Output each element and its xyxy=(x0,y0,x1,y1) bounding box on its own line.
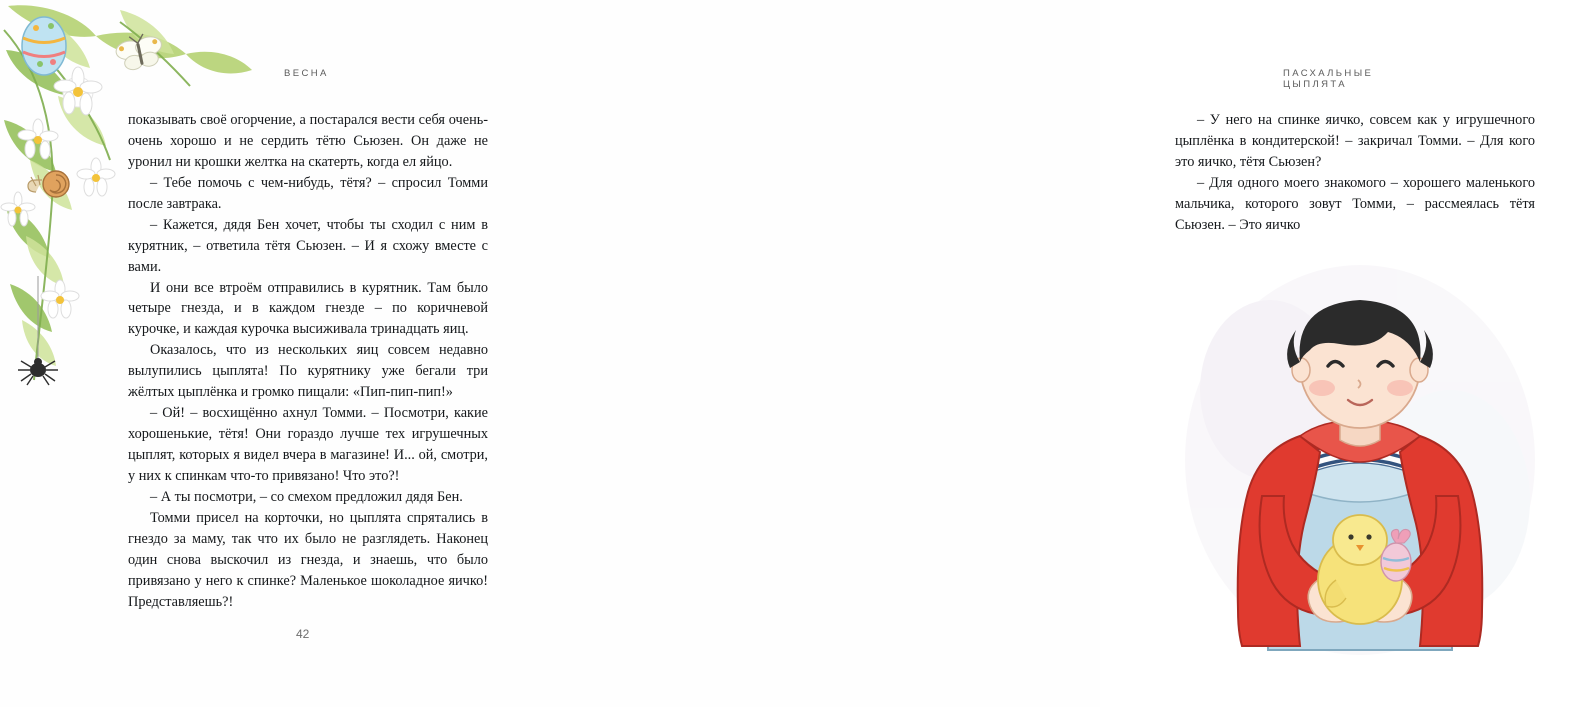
running-head-right: ПАСХАЛЬНЫЕ ЦЫПЛЯТА xyxy=(1283,68,1374,90)
boy-holding-chick-illustration xyxy=(1150,250,1570,670)
paragraph: – Для одного моего знакомого – хорошего маленького мальчика, которого зовут Томми, – рассмеялась тётя Сьюзен. – Это яичко xyxy=(1175,174,1535,233)
right-page-text-column xyxy=(1175,110,1535,236)
paragraph: Томми присел на корточки, но цыплята спрятались в гнездо за маму, так что их было не разглядеть. Наконец один снова выскочил из гнезда, и знаешь, что было привязано у него к спинке? Маленькое шоколадное яичко! Представляешь?! xyxy=(128,509,488,610)
page-number: 42 xyxy=(296,627,310,641)
running-head-left: ВЕСНА xyxy=(284,68,329,79)
left-page xyxy=(0,0,550,707)
right-page xyxy=(550,0,1535,707)
paragraph: – У него на спинке яичко, совсем как у игрушечного цыплёнка в кондитерской! – закричал Томми. – Для кого это яичко, тётя Сьюзен? xyxy=(1175,112,1535,170)
paragraph: И они все втроём отправились в курятник. Там было четыре гнезда, и в каждом гнезде – по коричневой курочке, и каждая курочка высиживала тринадцать яиц. xyxy=(128,279,488,338)
paragraph: – Тебе помочь с чем-нибудь, тётя? – спросил Томми после завтрака. xyxy=(128,174,488,212)
left-page-text-column xyxy=(128,110,488,613)
paragraph: – Ой! – восхищённо ахнул Томми. – Посмотри, какие хорошенькие, тётя! Они гораздо лучше тех игрушечных цыплят, которых я видел вчера в магазине! И... ой, смотри, у них к спинкам что-то привязано! Что это?! xyxy=(128,405,488,484)
paragraph: показывать своё огорчение, а постарался вести себя очень-очень хорошо и не сердить тётю Сьюзен. Он даже не уронил ни крошки желтка на скатерть, когда ел яйцо. xyxy=(128,112,488,170)
paragraph: – А ты посмотри, – со смехом предложил дядя Бен. xyxy=(150,488,463,505)
paragraph: – Кажется, дядя Бен хочет, чтобы ты сходил с ним в курятник, – ответила тётя Сьюзен. – И я схожу вместе с вами. xyxy=(128,216,488,275)
paragraph: Оказалось, что из нескольких яиц совсем недавно вылупились цыплята! По курятнику уже бегали три жёлтых цыплёнка и громко пищали: «Пип-пип-пип!» xyxy=(128,342,488,401)
